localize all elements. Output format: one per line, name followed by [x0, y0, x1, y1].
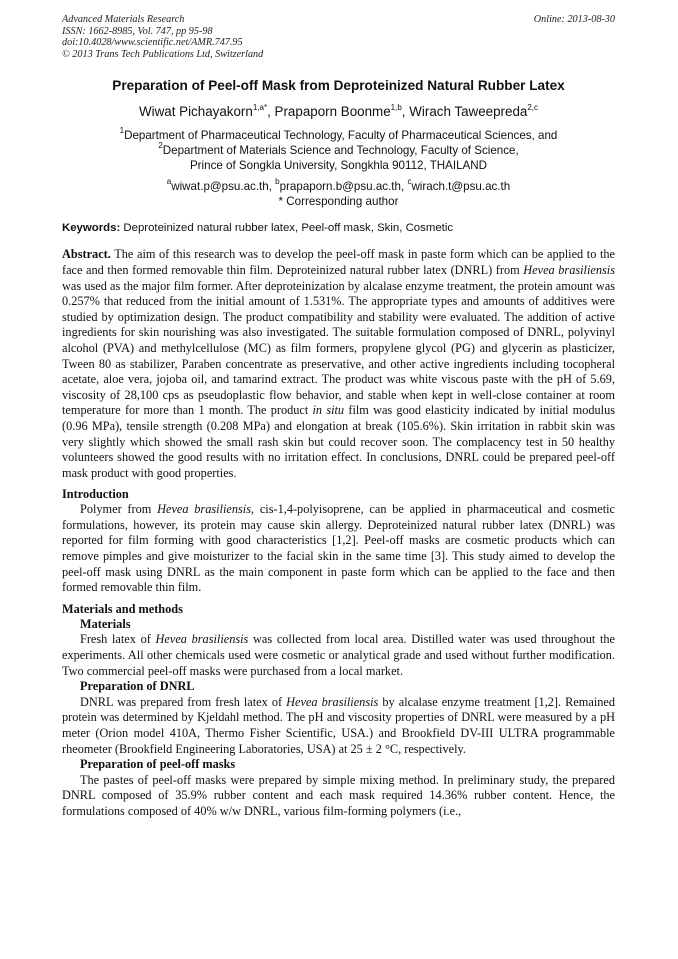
intro-text-1: Polymer from [80, 502, 152, 517]
email-3-sup: c [407, 177, 412, 187]
intro-species: Hevea brasiliensis [157, 502, 251, 517]
journal-header [62, 14, 615, 60]
abstract-text-3: film was good elasticity indicated by initial modulus (0.96 MPa), tensile strength (0.208 MPa) and elongation at break (105.6%). Skin irritation in rabbit skin was very slightly which showed the small rash skin but could recover soon. The complacency test in 50 healthy volunteers showed the good results with no irritation effect. In conclusions, DNRL could be prepared peel-off mask product with good properties. [62, 403, 616, 480]
author-1-sup: 1,a* [252, 103, 268, 113]
online-date: Online: 2013-08-30 [533, 14, 615, 25]
author-1: Wiwat Pichayakorn [138, 104, 253, 120]
email-3[interactable]: wirach.t@psu.ac.th [411, 180, 511, 194]
abstract-text-2: was used as the major film former. After deproteinization by alcalase enzyme treatment, the protein amount was 0.257% that reduced from the initial amount of 1.531%. The appropriate types and amounts of additives were studied by optimization design. The product compatibility and stability were evaluated. The addition of active ingredients for skin nourishing was also investigated. The suitable formulation composed of DNRL, polyvinyl alcohol (PVA) and methylcellulose (MC) as film formers, propylene glycol (PG) and glycerin as plasticizer, Tween 80 as stabilizer, Paraben concentrate as preservative, and other active ingredients including tocopheral acetate, aloe vera, jojoba oil, and tamarind extract. The product was white viscous paste with the pH of 5.69, viscosity of 28,100 cps as pseudoplastic flow behavior, and stable when kept in well-close container at room temperature for more than 1 month. The product [62, 278, 615, 418]
keywords-text: Deproteinized natural rubber latex, Peel-off mask, Skin, Cosmetic [123, 222, 454, 235]
author-3: Wirach Taweepreda [409, 104, 528, 120]
dnrl-text-2: by alcalase enzyme treatment [1,2]. Remained protein was determined by Kjeldahl method. The pH and viscosity properties of DNRL were measured by a pH meter (Orion model 410A, Thermo Fisher Scientific, USA.) and Brookfield DV-III ULTRA programmable rheometer (Brookfield Engineering Laboratories, USA) at 25 ± 2 °C, respectively. [62, 694, 616, 756]
copyright: © 2013 Trans Tech Publications Ltd, Switzerland [62, 48, 264, 60]
mask-paragraph: The pastes of peel-off masks were prepared by simple mixing method. In preliminary study, the prepared DNRL composed of 35.9% rubber content and each mask required 14.36% rubber content. Hence, the formulations composed of 40% w/w DNRL, various film-forming polymers (i.e., [62, 772, 615, 818]
mask-heading: Preparation of peel-off masks [80, 757, 236, 772]
dnrl-species: Hevea brasiliensis [286, 694, 379, 709]
materials-text-2: was collected from local area. Distilled water was used throughout the experiments. All other chemicals used were cosmetic or analytical grade and used without further modification. Two commercial peel-off masks were purchased from a local market. [62, 632, 615, 678]
abstract-text-1: The aim of this research was to develop the peel-off mask in paste form which can be applied to the face and then formed removable thin film. Deproteinized natural rubber latex (DNRL) from [62, 247, 615, 277]
affiliation-1-text: Department of Pharmaceutical Technology, Faculty of Pharmaceutical Sciences, and [124, 129, 558, 143]
issn: ISSN: 1662-8985, Vol. 747, pp 95-98 [62, 25, 213, 37]
abstract-label: Abstract. [62, 247, 111, 262]
materials-text-1: Fresh latex of [80, 632, 151, 647]
authors: Wiwat Pichayakorn$^{1,a*}$, Prapaporn Boonme$^{1,b}$, Wirach Taweepreda$^{2,c}$ [138, 103, 539, 120]
affiliation-2-sup: 2 [158, 141, 163, 151]
dnrl-text-1: DNRL was prepared from fresh latex of [80, 694, 283, 709]
methods-heading: Materials and methods [62, 601, 183, 616]
affiliation-3: Prince of Songkla University, Songkhla 90112, THAILAND [189, 159, 488, 173]
page [62, 14, 615, 820]
intro-text-2: , cis-1,4-polyisoprene, can be applied in pharmaceutical and cosmetic formulations, however, its protein may cause skin allergy. Deproteinized natural rubber latex (DNRL) was reported for film forming with good characteristics [1,2]. Peel-off masks are cosmetic products which can remove pimples and give moisturizer to the facial skin in the same time [3]. This study aimed to develop the peel-off mask using DNRL as the main component in paste form which can be applied to the face and then formed removable thin film. [62, 502, 615, 595]
keywords [62, 222, 615, 234]
affiliation-2 [62, 143, 615, 158]
affiliation-1-sup: 1 [119, 126, 125, 136]
corresponding-author: * Corresponding author [278, 195, 399, 209]
journal-name: Advanced Materials Research [62, 14, 185, 25]
email-line [62, 179, 615, 194]
abstract-species: Hevea brasiliensis [523, 262, 615, 277]
paper-title: Preparation of Peel-off Mask from Deproteinized Natural Rubber Latex [112, 78, 565, 94]
introduction-paragraph [62, 502, 615, 596]
materials-paragraph [62, 632, 615, 679]
introduction-heading: Introduction [62, 487, 129, 502]
email-1-sup: a [166, 177, 172, 187]
affiliation-2-text: Department of Materials Science and Technology, Faculty of Science, [162, 144, 519, 158]
author-2-sup: 1,b [390, 103, 402, 113]
doi[interactable]: doi:10.4028/www.scientific.net/AMR.747.95 [62, 37, 243, 49]
author-3-sup: 2,c [527, 103, 539, 113]
materials-heading: Materials [80, 616, 131, 631]
email-2[interactable]: prapaporn.b@psu.ac.th, [279, 180, 405, 194]
emails [62, 179, 615, 209]
email-2-sup: b [275, 177, 280, 187]
keywords-label: Keywords: [62, 222, 121, 235]
abstract-in-situ: in situ [312, 403, 345, 418]
dnrl-paragraph [62, 695, 615, 757]
affiliation-1 [62, 128, 615, 143]
author-2: Prapaporn Boonme [274, 104, 391, 120]
affiliations [62, 128, 615, 173]
materials-species: Hevea brasiliensis [155, 632, 249, 647]
email-1[interactable]: wiwat.p@psu.ac.th, [171, 180, 272, 194]
abstract [62, 247, 615, 481]
dnrl-heading: Preparation of DNRL [80, 679, 195, 694]
